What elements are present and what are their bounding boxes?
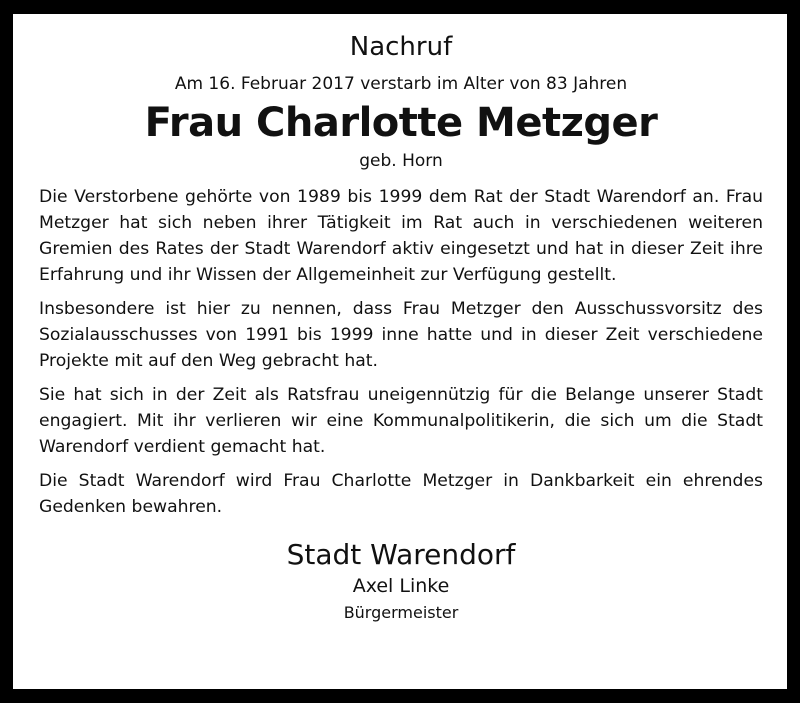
death-announcement: Am 16. Februar 2017 verstarb im Alter von 83 Jahren	[174, 74, 628, 94]
body-paragraph-1: Die Verstorbene gehörte von 1989 bis 1999 dem Rat der Stadt Warendorf an. Frau Metzger hat sich neben ihrer Tätigkeit im Rat auch in verschiedenen weiteren Gremien des Rates der Stadt Warendorf aktiv eingesetzt und hat in dieser Zeit ihre Erfahrung und ihr Wissen der Allgemeinheit zur Verfügung gestellt.	[39, 187, 763, 285]
obituary-frame	[13, 14, 787, 689]
signature-organization: Stadt Warendorf	[286, 538, 516, 571]
obituary-content	[39, 30, 763, 624]
notice-heading: Nachruf	[349, 32, 453, 62]
body-paragraph-2: Insbesondere ist hier zu nennen, dass Frau Metzger den Ausschussvorsitz des Sozialausschusses von 1991 bis 1999 inne hatte und in dieser Zeit verschiedene Projekte mit auf den Weg gebracht hat.	[39, 299, 763, 371]
deceased-name: Frau Charlotte Metzger	[144, 100, 658, 146]
body-paragraph-3: Sie hat sich in der Zeit als Ratsfrau uneigennützig für die Belange unserer Stadt engagiert. Mit ihr verlieren wir eine Kommunalpolitikerin, die sich um die Stadt Warendorf verdient gemacht hat.	[39, 385, 763, 457]
signature-person: Axel Linke	[352, 575, 450, 597]
birth-name: geb. Horn	[359, 151, 443, 171]
body-paragraph-4: Die Stadt Warendorf wird Frau Charlotte Metzger in Dankbarkeit ein ehrendes Gedenken bewahren.	[39, 471, 763, 517]
signature-title: Bürgermeister	[343, 603, 459, 622]
